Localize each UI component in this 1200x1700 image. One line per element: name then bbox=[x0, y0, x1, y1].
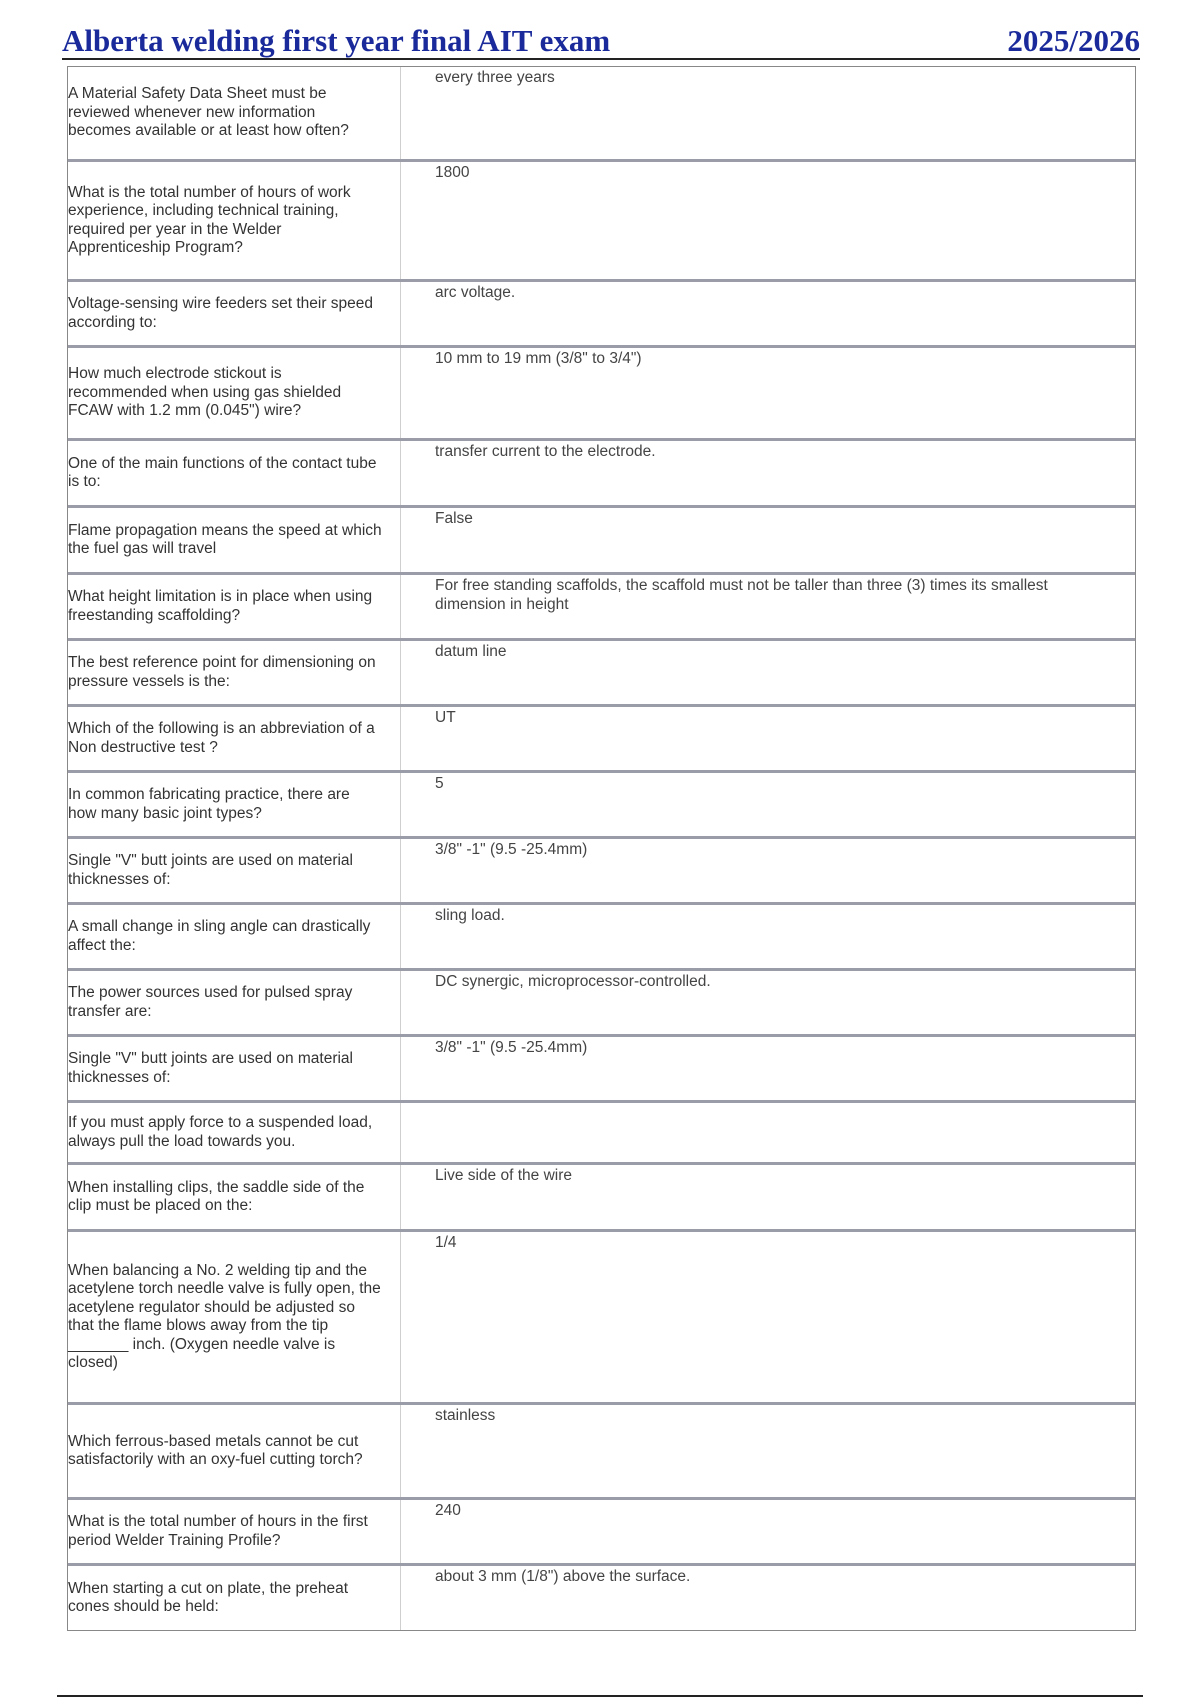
answer-text: 240 bbox=[435, 1502, 461, 1519]
column-divider bbox=[400, 707, 401, 770]
table-row bbox=[68, 839, 1135, 905]
answer-text: 5 bbox=[435, 775, 444, 792]
answer-text: arc voltage. bbox=[435, 284, 516, 301]
column-divider bbox=[400, 971, 401, 1034]
answer-text: For free standing scaffolds, the scaffold must not be taller than three (3) times its smallest dimension in height bbox=[435, 577, 1048, 613]
question-text: Flame propagation means the speed at which the fuel gas will travel bbox=[68, 521, 382, 557]
page-header bbox=[62, 22, 1140, 60]
question-text: Single "V" butt joints are used on material thicknesses of: bbox=[68, 852, 353, 888]
exam-year: 2025/2026 bbox=[1007, 23, 1140, 58]
table-row bbox=[68, 641, 1135, 707]
column-divider bbox=[400, 839, 401, 902]
footer-rule bbox=[57, 1695, 1143, 1697]
table-row bbox=[68, 905, 1135, 971]
question-text: The power sources used for pulsed spray transfer are: bbox=[68, 984, 353, 1020]
table-row bbox=[68, 1037, 1135, 1103]
column-divider bbox=[400, 282, 401, 345]
question-text: When installing clips, the saddle side of the clip must be placed on the: bbox=[68, 1178, 365, 1214]
column-divider bbox=[400, 162, 401, 279]
column-divider bbox=[400, 1165, 401, 1229]
column-divider bbox=[400, 508, 401, 572]
table-row bbox=[68, 282, 1135, 348]
question-text: If you must apply force to a suspended load, always pull the load towards you. bbox=[68, 1114, 373, 1150]
answer-text: DC synergic, microprocessor-controlled. bbox=[435, 973, 711, 990]
question-text: How much electrode stickout is recommended when using gas shielded FCAW with 1.2 mm (0.045") wire? bbox=[68, 365, 342, 420]
question-text: What is the total number of hours in the first period Welder Training Profile? bbox=[68, 1513, 368, 1549]
question-text: In common fabricating practice, there are how many basic joint types? bbox=[68, 786, 350, 822]
column-divider bbox=[400, 1037, 401, 1100]
table-row bbox=[68, 1405, 1135, 1500]
column-divider bbox=[400, 1103, 401, 1162]
question-text: One of the main functions of the contact tube is to: bbox=[68, 454, 377, 490]
column-divider bbox=[400, 348, 401, 438]
answer-text: 1800 bbox=[435, 164, 470, 181]
question-text: Single "V" butt joints are used on material thicknesses of: bbox=[68, 1050, 353, 1086]
answer-text: about 3 mm (1/8") above the surface. bbox=[435, 1568, 691, 1585]
question-text: Which ferrous-based metals cannot be cut satisfactorily with an oxy-fuel cutting torch? bbox=[68, 1432, 363, 1468]
question-text: Which of the following is an abbreviation of a Non destructive test ? bbox=[68, 720, 375, 756]
column-divider bbox=[400, 1232, 401, 1402]
column-divider bbox=[400, 441, 401, 505]
column-divider bbox=[400, 905, 401, 968]
table-row bbox=[68, 162, 1135, 282]
answer-text: 3/8" -1" (9.5 -25.4mm) bbox=[435, 841, 588, 858]
column-divider bbox=[400, 773, 401, 836]
table-row bbox=[68, 508, 1135, 575]
column-divider bbox=[400, 1566, 401, 1630]
page-title: Alberta welding first year final AIT exam bbox=[62, 23, 611, 58]
answer-text: 1/4 bbox=[435, 1234, 457, 1251]
answer-text: sling load. bbox=[435, 907, 505, 924]
table-row bbox=[68, 1566, 1135, 1630]
table-row bbox=[68, 971, 1135, 1037]
table-row bbox=[68, 773, 1135, 839]
question-text: A Material Safety Data Sheet must be reviewed whenever new information becomes available or at least how often? bbox=[68, 85, 349, 140]
answer-text: transfer current to the electrode. bbox=[435, 443, 656, 460]
question-text: Voltage-sensing wire feeders set their speed according to: bbox=[68, 295, 374, 331]
answer-text: False bbox=[435, 510, 473, 527]
table-row bbox=[68, 1165, 1135, 1232]
question-text: When balancing a No. 2 welding tip and the acetylene torch needle valve is fully open, the acetylene regulator should be adjusted so that the flame blows away from the tip _______ inch. (Oxygen needle valve is closed) bbox=[68, 1261, 381, 1371]
answer-text: Live side of the wire bbox=[435, 1167, 572, 1184]
table-row bbox=[68, 1232, 1135, 1405]
answer-text: 3/8" -1" (9.5 -25.4mm) bbox=[435, 1039, 588, 1056]
answer-text: stainless bbox=[435, 1407, 496, 1424]
question-text: What height limitation is in place when using freestanding scaffolding? bbox=[68, 588, 373, 624]
column-divider bbox=[400, 575, 401, 638]
qa-table bbox=[67, 66, 1136, 1631]
column-divider bbox=[400, 641, 401, 704]
question-text: The best reference point for dimensioning on pressure vessels is the: bbox=[68, 654, 376, 690]
table-row bbox=[68, 1500, 1135, 1566]
answer-text: every three years bbox=[435, 69, 555, 86]
column-divider bbox=[400, 1500, 401, 1563]
answer-text: UT bbox=[435, 709, 456, 726]
column-divider bbox=[400, 1405, 401, 1497]
column-divider bbox=[400, 67, 401, 159]
question-text: What is the total number of hours of work experience, including technical training, required per year in the Welder Apprenticeship Program? bbox=[68, 183, 351, 256]
table-row bbox=[68, 67, 1135, 162]
question-text: A small change in sling angle can drastically affect the: bbox=[68, 918, 371, 954]
table-row bbox=[68, 575, 1135, 641]
table-row bbox=[68, 1103, 1135, 1165]
answer-text: 10 mm to 19 mm (3/8" to 3/4") bbox=[435, 350, 642, 367]
table-row bbox=[68, 348, 1135, 441]
question-text: When starting a cut on plate, the preheat cones should be held: bbox=[68, 1579, 349, 1615]
table-row bbox=[68, 441, 1135, 508]
table-row bbox=[68, 707, 1135, 773]
answer-text: datum line bbox=[435, 643, 507, 660]
